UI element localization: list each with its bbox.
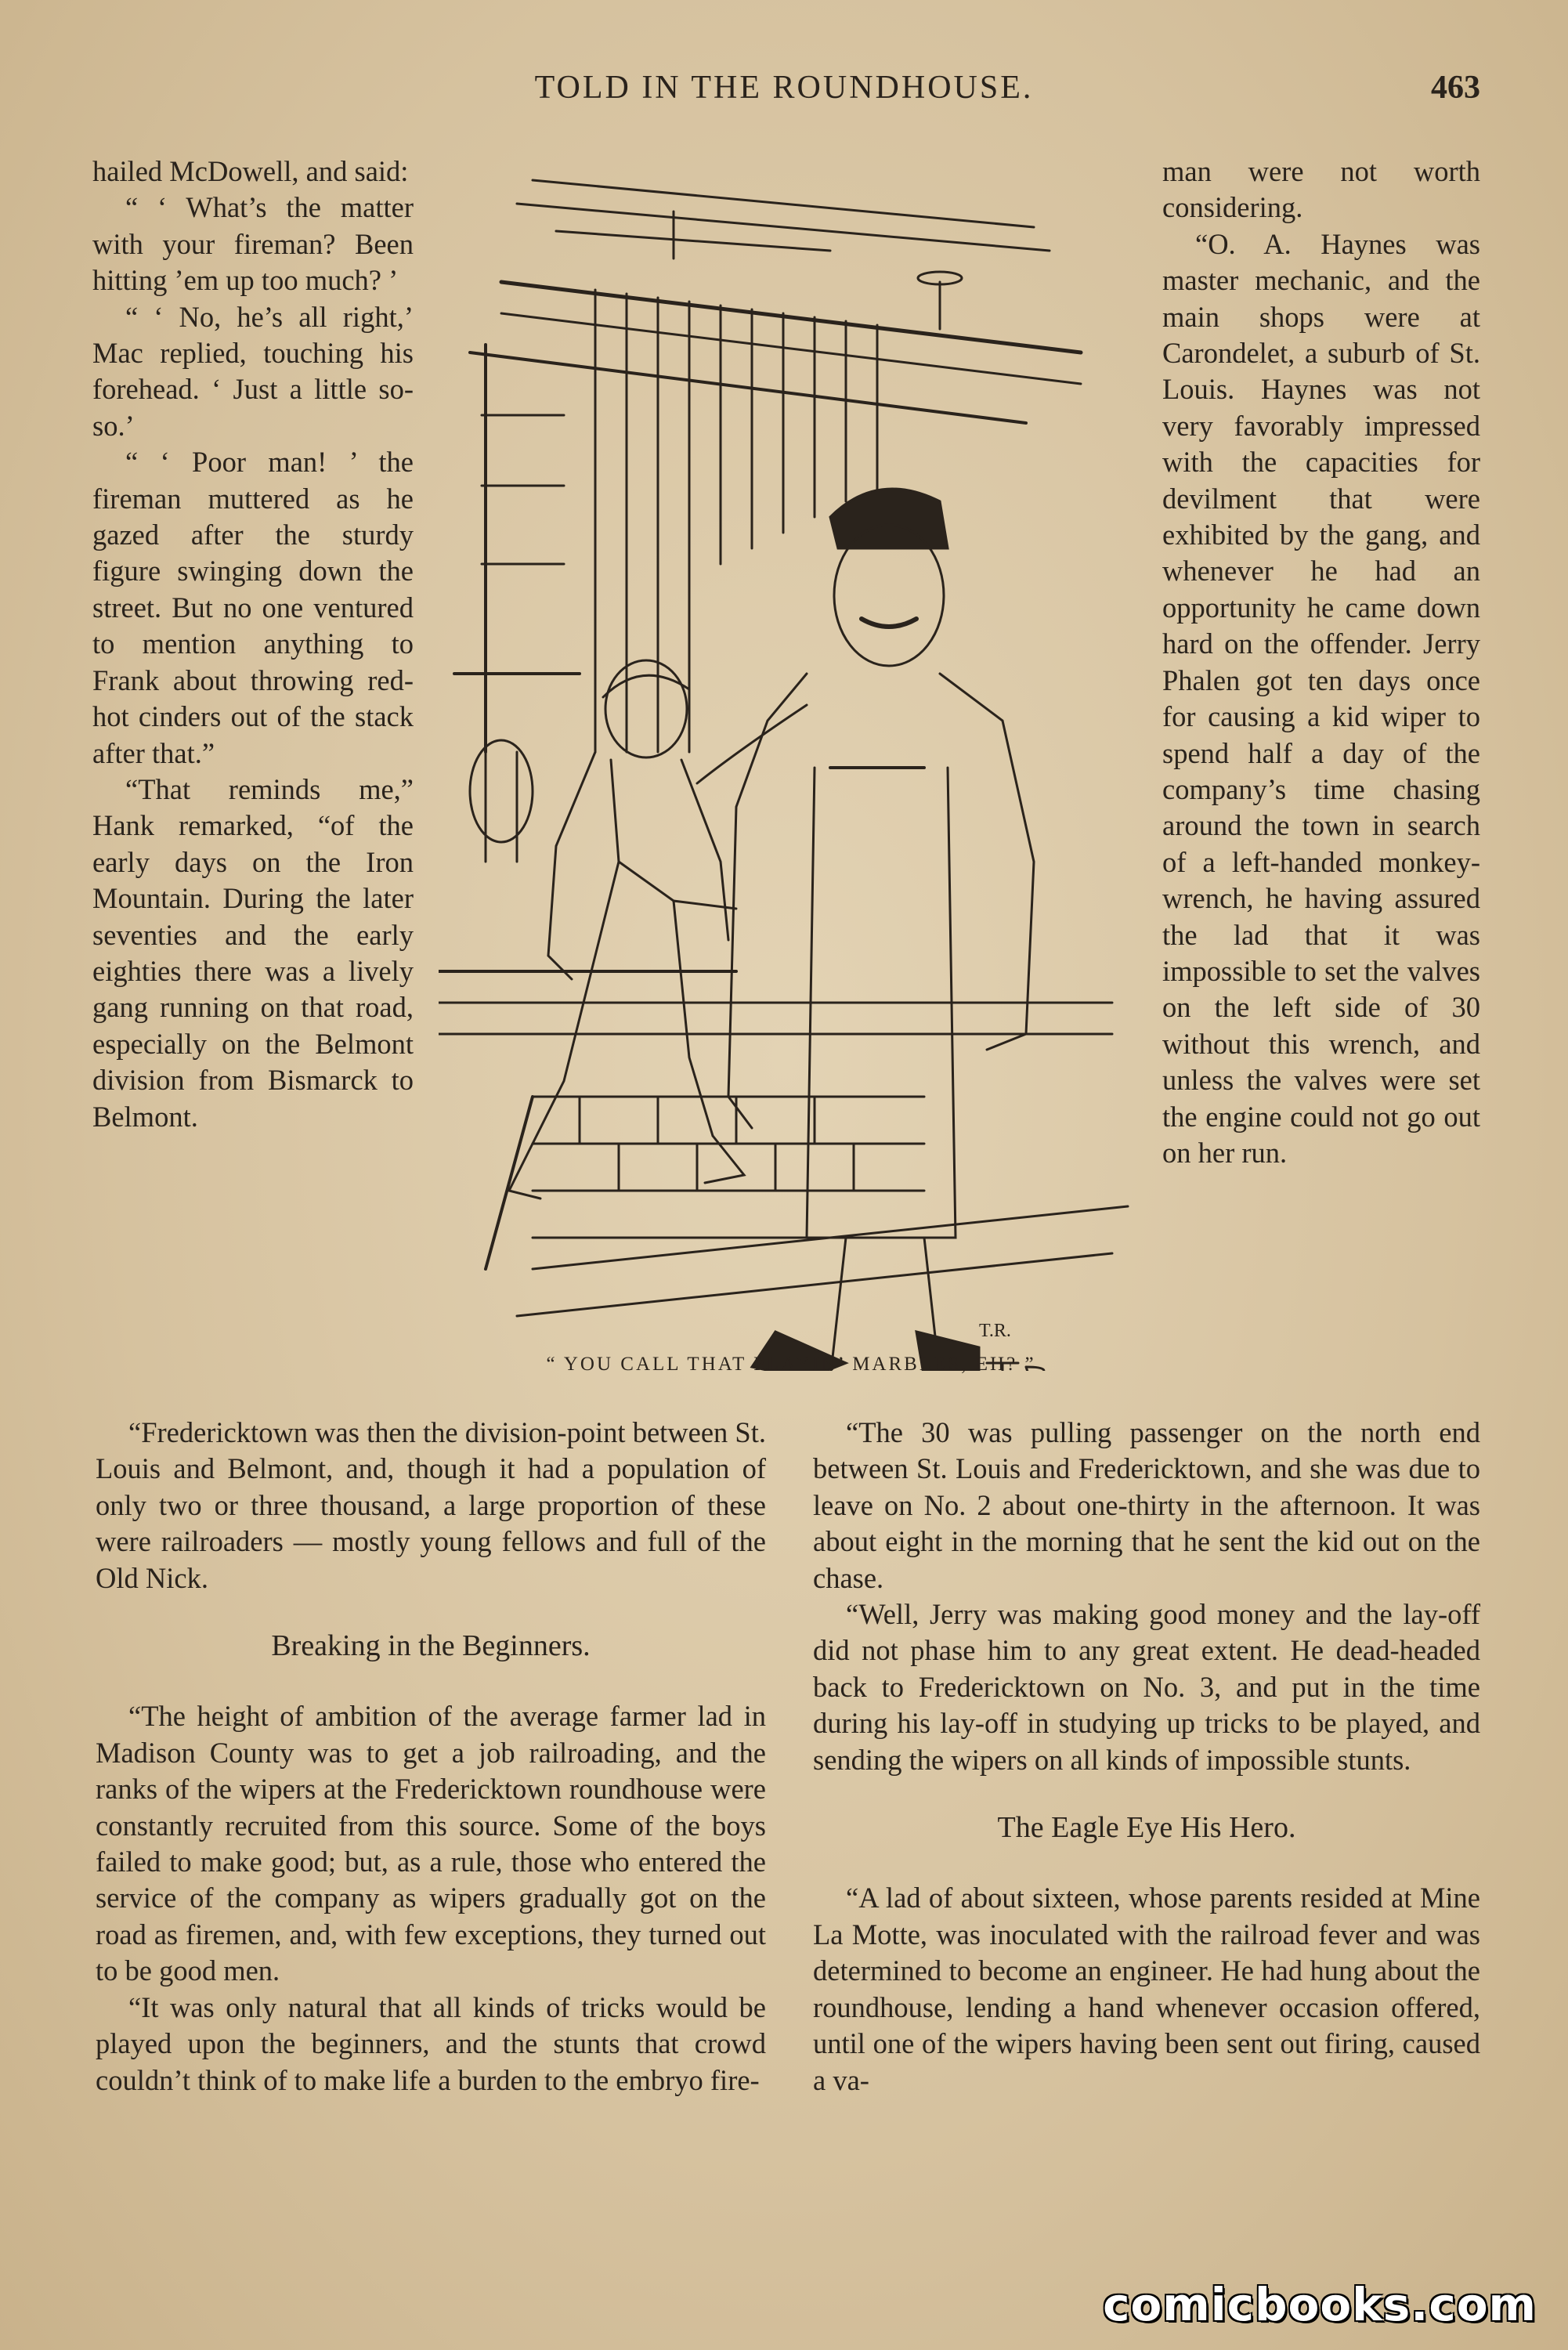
paragraph: man were not worth considering. xyxy=(1162,155,1480,224)
paragraph: “ ‘ What’s the matter with your fireman? Been hitting ’em up too much? ’ xyxy=(92,191,414,297)
illustrator-signature: T.R. xyxy=(979,1321,1011,1341)
paragraph: “ ‘ No, he’s all right,’ Mac replied, touching his forehead. ‘ Just a little so-so.’ xyxy=(92,300,414,442)
section-subhead: The Eagle Eye His Hero. xyxy=(997,1811,1296,1845)
running-title: TOLD IN THE ROUNDHOUSE. xyxy=(534,70,1034,106)
paragraph: “Fredericktown was then the division-point between St. Louis and Belmont, and, though it had a population of only two or three thousand, a large proportion of these were railroaders — mostly young fellows and full of the Old Nick. xyxy=(96,1416,766,1594)
watermark-logo: comicbooks.com xyxy=(1103,2278,1537,2331)
left-column xyxy=(92,154,414,1135)
page-number: 463 xyxy=(1431,70,1480,106)
illustration-caption: “ YOU CALL THAT PLAYIN’ MARBLES, EH? ” xyxy=(546,1354,1036,1375)
paragraph: “The 30 was pulling passenger on the north end between St. Louis and Fredericktown, and she was due to leave on No. 2 about one-thirty in the afternoon. It was about eight in the morning that he sent the kid out on the chase. xyxy=(813,1416,1480,1594)
paragraph: “Well, Jerry was making good money and the lay-off did not phase him to any great extent. He dead-headed back to Fredericktown on No. 3, and put in the time during his lay-off in studying up tricks to be played, and sending the wipers on all kinds of impossible stunts. xyxy=(813,1598,1480,1776)
illustration xyxy=(439,157,1143,1371)
page-header xyxy=(0,69,1568,116)
paragraph: “O. A. Haynes was master mechanic, and the main shops were at Carondelet, a suburb of St. Louis. Haynes was not very favorably impressed with the capacities for devilment that were exhibited by the gang, and whenever he had an opportunity he came down hard on the offender. Jerry Phalen got ten days once for causing a kid wiper to spend half a day of the company’s time chasing around the town in search of a left-handed monkey-wrench, he having assured the lad that it was impossible to set the valves on the left side of 30 without this wrench, and unless the valves were set the engine could not go out on her run. xyxy=(1162,227,1480,1169)
roundhouse-sketch xyxy=(439,157,1143,1371)
paragraph: hailed McDowell, and said: xyxy=(92,155,409,187)
section-subhead: Breaking in the Beginners. xyxy=(271,1629,591,1663)
paragraph: “It was only natural that all kinds of tricks would be played upon the beginners, and the stunts that crowd couldn’t think of to make life a burden to the embryo fire- xyxy=(96,1990,766,2096)
paragraph: “That reminds me,” Hank remarked, “of the early days on the Iron Mountain. During the later seventies and the early eighties there was a lively gang running on that road, especially on the Belmont division from Bismarck to Belmont. xyxy=(92,772,414,1133)
bottom-right-column xyxy=(813,1415,1480,2099)
right-column xyxy=(1162,154,1480,1171)
paragraph: “ ‘ Poor man! ’ the fireman muttered as he gazed after the sturdy figure swinging down the street. But no one ventured to mention anything to Frank about throwing red-hot cinders out of the stack after that.” xyxy=(92,446,414,769)
paragraph: “The height of ambition of the average farmer lad in Madison County was to get a job railroading, and the ranks of the wipers at the Fredericktown roundhouse were constantly recruited from this source. Some of the boys failed to make good; but, as a rule, those who entered the service of the company as wipers gradually got on the road as firemen, and, with few exceptions, they turned out to be good men. xyxy=(96,1700,766,1987)
bottom-left-column xyxy=(96,1415,766,2099)
paragraph: “A lad of about sixteen, whose parents resided at Mine La Motte, was inoculated with the railroad fever and was determined to become an engineer. He had hung about the roundhouse, lending a hand whenever occasion offered, until one of the wipers having been sent out firing, caused a va- xyxy=(813,1882,1480,2096)
